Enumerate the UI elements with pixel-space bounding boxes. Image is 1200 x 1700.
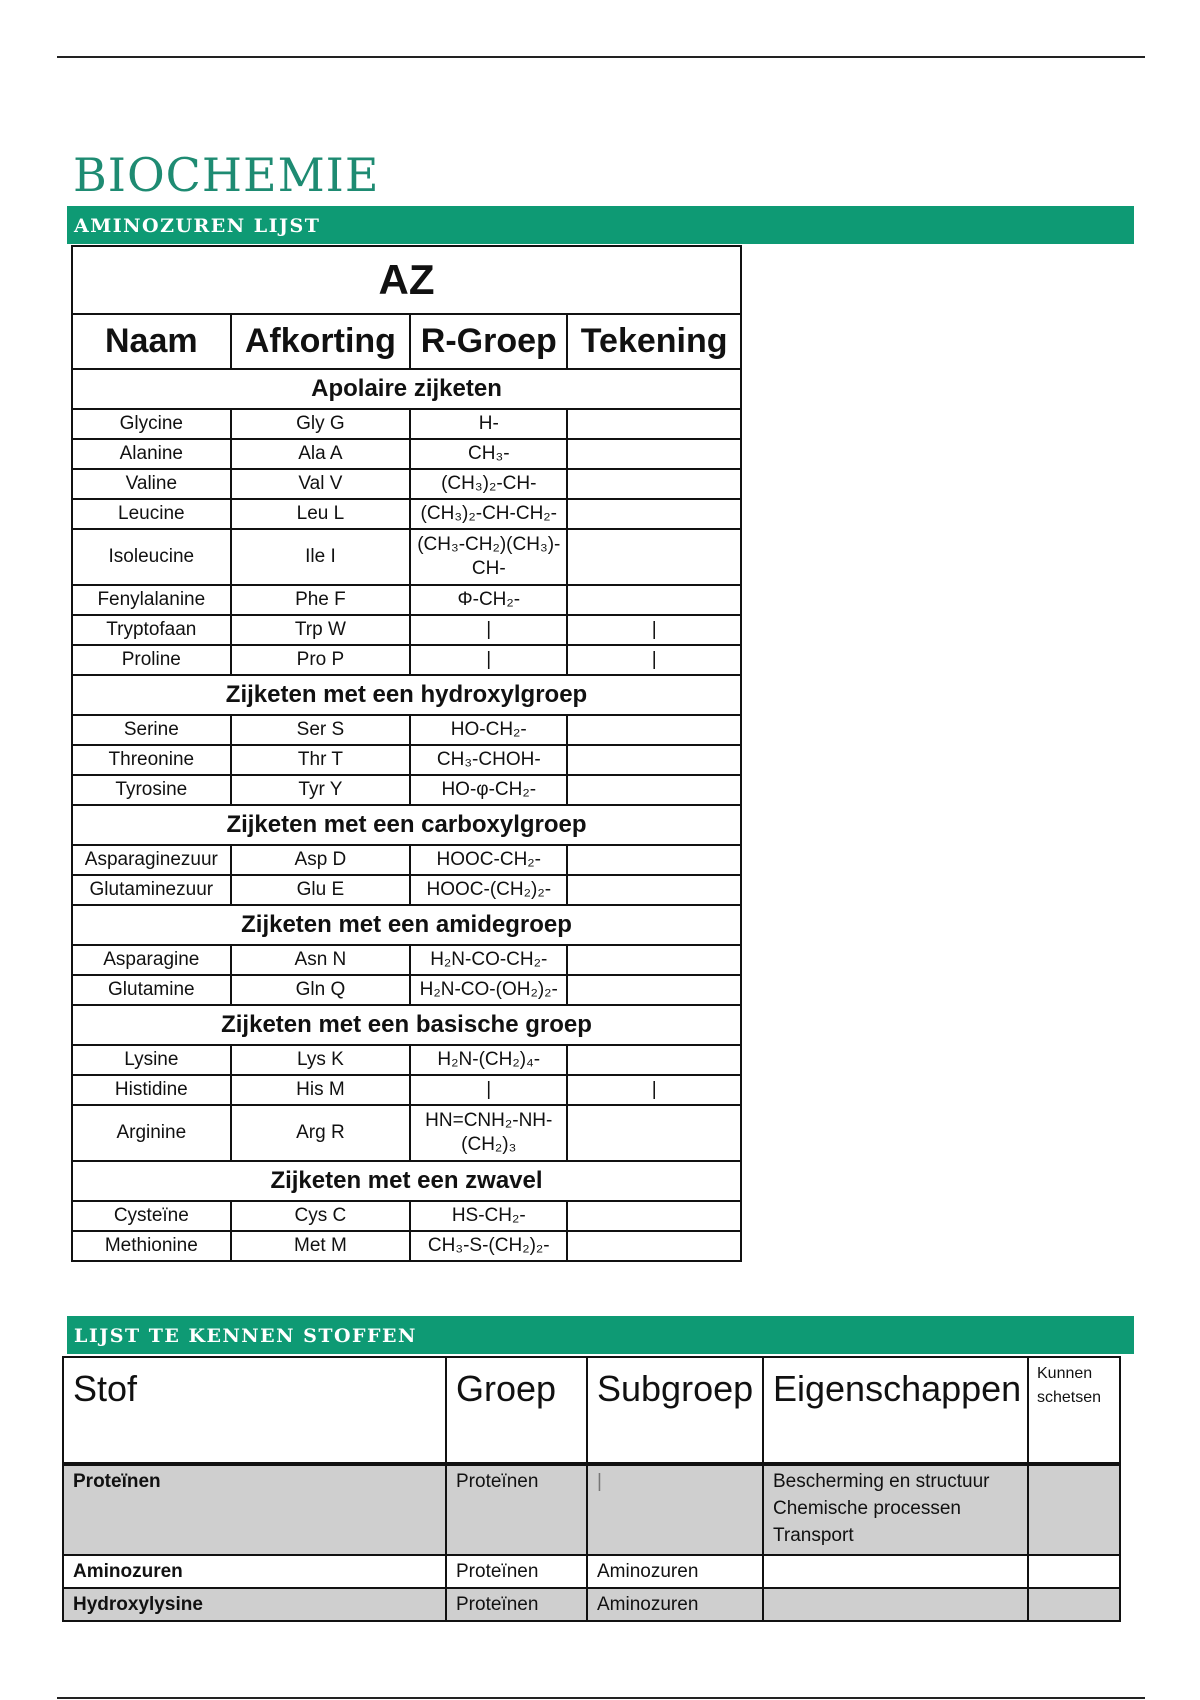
naam-cell: Glutamine — [72, 975, 231, 1005]
tekening-cell — [567, 1201, 741, 1231]
groep-cell: Proteïnen — [446, 1464, 587, 1555]
tekening-cell — [567, 409, 741, 439]
afkorting-cell: Ala A — [231, 439, 411, 469]
subgroep-cell: Aminozuren — [587, 1555, 763, 1588]
stof-cell: Aminozuren — [63, 1555, 446, 1588]
table-row — [72, 745, 741, 775]
r-groep-cell: (CH₃)₂-CH- — [410, 469, 567, 499]
naam-cell: Serine — [72, 715, 231, 745]
bottom-rule — [57, 1697, 1145, 1699]
afkorting-cell: Asn N — [231, 945, 411, 975]
naam-cell: Proline — [72, 645, 231, 675]
r-groep-cell: (CH₃-CH₂)(CH₃)-CH- — [410, 529, 567, 585]
eigenschap-item: Bescherming en structuur — [773, 1471, 990, 1492]
afkorting-cell: Ile I — [231, 529, 411, 585]
naam-cell: Isoleucine — [72, 529, 231, 585]
afkorting-cell: Val V — [231, 469, 411, 499]
r-groep-cell: H₂N-(CH₂)₄- — [410, 1045, 567, 1075]
naam-cell: Glycine — [72, 409, 231, 439]
category-row: Zijketen met een zwavel — [72, 1161, 741, 1201]
tekening-cell — [567, 585, 741, 615]
r-groep-cell: CH₃- — [410, 439, 567, 469]
r-groep-cell: | — [410, 615, 567, 645]
column-header-afkorting: Afkorting — [231, 314, 411, 369]
r-groep-cell: Φ-CH₂- — [410, 585, 567, 615]
table-row — [72, 715, 741, 745]
afkorting-cell: Ser S — [231, 715, 411, 745]
naam-cell: Asparaginezuur — [72, 845, 231, 875]
table-row — [72, 439, 741, 469]
schets-cell — [1028, 1464, 1120, 1555]
table-row — [63, 1555, 1120, 1588]
category-row: Apolaire zijketen — [72, 369, 741, 409]
tekening-cell — [567, 875, 741, 905]
table-row — [72, 845, 741, 875]
tekening-cell — [567, 469, 741, 499]
r-groep-cell: CH₃-CHOH- — [410, 745, 567, 775]
document-title: BIOCHEMIE — [73, 148, 380, 202]
naam-cell: Glutaminezuur — [72, 875, 231, 905]
r-groep-cell: (CH₃)₂-CH-CH₂- — [410, 499, 567, 529]
r-groep-cell: HOOC-(CH₂)₂- — [410, 875, 567, 905]
stof-cell: Hydroxylysine — [63, 1588, 446, 1621]
tekening-cell — [567, 775, 741, 805]
naam-cell: Histidine — [72, 1075, 231, 1105]
section-header-aminozuren: AMINOZUREN LIJST — [67, 206, 1134, 244]
afkorting-cell: Lys K — [231, 1045, 411, 1075]
r-groep-cell: | — [410, 1075, 567, 1105]
tekening-cell — [567, 439, 741, 469]
schets-cell — [1028, 1555, 1120, 1588]
tekening-cell: | — [567, 645, 741, 675]
column-header-kunnen-schetsen: Kunnen schetsen — [1028, 1357, 1120, 1464]
column-header-r-groep: R-Groep — [410, 314, 567, 369]
aminozuren-table — [71, 245, 742, 1262]
tekening-cell — [567, 745, 741, 775]
table-title: AZ — [72, 246, 741, 314]
tekening-cell — [567, 1105, 741, 1161]
table-row — [72, 469, 741, 499]
column-header-tekening: Tekening — [567, 314, 741, 369]
afkorting-cell: Gln Q — [231, 975, 411, 1005]
tekening-cell — [567, 529, 741, 585]
table-row — [72, 1045, 741, 1075]
table-row — [72, 1231, 741, 1261]
naam-cell: Cysteïne — [72, 1201, 231, 1231]
tekening-cell: | — [567, 1075, 741, 1105]
eigenschappen-cell — [763, 1588, 1028, 1621]
r-groep-cell: HS-CH₂- — [410, 1201, 567, 1231]
stoffen-table — [62, 1356, 1121, 1622]
tekening-cell — [567, 715, 741, 745]
table-row — [72, 875, 741, 905]
naam-cell: Asparagine — [72, 945, 231, 975]
category-row: Zijketen met een carboxylgroep — [72, 805, 741, 845]
tekening-cell — [567, 975, 741, 1005]
r-groep-cell: H₂N-CO-(OH₂)₂- — [410, 975, 567, 1005]
table-row — [72, 975, 741, 1005]
afkorting-cell: Asp D — [231, 845, 411, 875]
tekening-cell — [567, 1231, 741, 1261]
r-groep-cell: HO-CH₂- — [410, 715, 567, 745]
top-rule — [57, 56, 1145, 58]
afkorting-cell: Tyr Y — [231, 775, 411, 805]
afkorting-cell: Pro P — [231, 645, 411, 675]
tekening-cell — [567, 845, 741, 875]
category-row: Zijketen met een basische groep — [72, 1005, 741, 1045]
naam-cell: Tyrosine — [72, 775, 231, 805]
table-row — [72, 775, 741, 805]
naam-cell: Arginine — [72, 1105, 231, 1161]
table-row — [72, 945, 741, 975]
afkorting-cell: Phe F — [231, 585, 411, 615]
category-row: Zijketen met een amidegroep — [72, 905, 741, 945]
eigenschap-item: Chemische processen — [773, 1498, 961, 1519]
table-row — [63, 1464, 1120, 1555]
tekening-cell — [567, 499, 741, 529]
afkorting-cell: Trp W — [231, 615, 411, 645]
table-row — [63, 1588, 1120, 1621]
afkorting-cell: Gly G — [231, 409, 411, 439]
column-header-naam: Naam — [72, 314, 231, 369]
r-groep-cell: HOOC-CH₂- — [410, 845, 567, 875]
groep-cell: Proteïnen — [446, 1588, 587, 1621]
naam-cell: Lysine — [72, 1045, 231, 1075]
eigenschap-item: Transport — [773, 1525, 854, 1546]
r-groep-cell: H- — [410, 409, 567, 439]
section-header-stoffen: LIJST TE KENNEN STOFFEN — [67, 1316, 1134, 1354]
column-header-subgroep: Subgroep — [587, 1357, 763, 1464]
table-row — [72, 585, 741, 615]
afkorting-cell: Leu L — [231, 499, 411, 529]
column-header-stof: Stof — [63, 1357, 446, 1464]
table-row — [72, 1105, 741, 1161]
r-groep-cell: HO-φ-CH₂- — [410, 775, 567, 805]
naam-cell: Valine — [72, 469, 231, 499]
r-groep-cell: H₂N-CO-CH₂- — [410, 945, 567, 975]
tekening-cell: | — [567, 615, 741, 645]
table-row — [72, 1201, 741, 1231]
afkorting-cell: Thr T — [231, 745, 411, 775]
column-header-groep: Groep — [446, 1357, 587, 1464]
naam-cell: Threonine — [72, 745, 231, 775]
naam-cell: Fenylalanine — [72, 585, 231, 615]
naam-cell: Methionine — [72, 1231, 231, 1261]
groep-cell: Proteïnen — [446, 1555, 587, 1588]
category-row: Zijketen met een hydroxylgroep — [72, 675, 741, 715]
r-groep-cell: | — [410, 645, 567, 675]
eigenschappen-cell — [763, 1555, 1028, 1588]
column-header-eigenschappen: Eigenschappen — [763, 1357, 1028, 1464]
subgroep-cell: Aminozuren — [587, 1588, 763, 1621]
eigenschappen-cell — [763, 1464, 1028, 1555]
afkorting-cell: His M — [231, 1075, 411, 1105]
afkorting-cell: Glu E — [231, 875, 411, 905]
afkorting-cell: Met M — [231, 1231, 411, 1261]
table-row — [72, 529, 741, 585]
tekening-cell — [567, 1045, 741, 1075]
naam-cell: Tryptofaan — [72, 615, 231, 645]
afkorting-cell: Arg R — [231, 1105, 411, 1161]
table-row — [72, 645, 741, 675]
table-row — [72, 615, 741, 645]
r-groep-cell: HN=CNH₂-NH-(CH₂)₃ — [410, 1105, 567, 1161]
tekening-cell — [567, 945, 741, 975]
table-row — [72, 1075, 741, 1105]
naam-cell: Alanine — [72, 439, 231, 469]
subgroep-cell: | — [587, 1464, 763, 1555]
stof-cell: Proteïnen — [63, 1464, 446, 1555]
table-row — [72, 499, 741, 529]
afkorting-cell: Cys C — [231, 1201, 411, 1231]
table-row — [72, 409, 741, 439]
r-groep-cell: CH₃-S-(CH₂)₂- — [410, 1231, 567, 1261]
naam-cell: Leucine — [72, 499, 231, 529]
schets-cell — [1028, 1588, 1120, 1621]
